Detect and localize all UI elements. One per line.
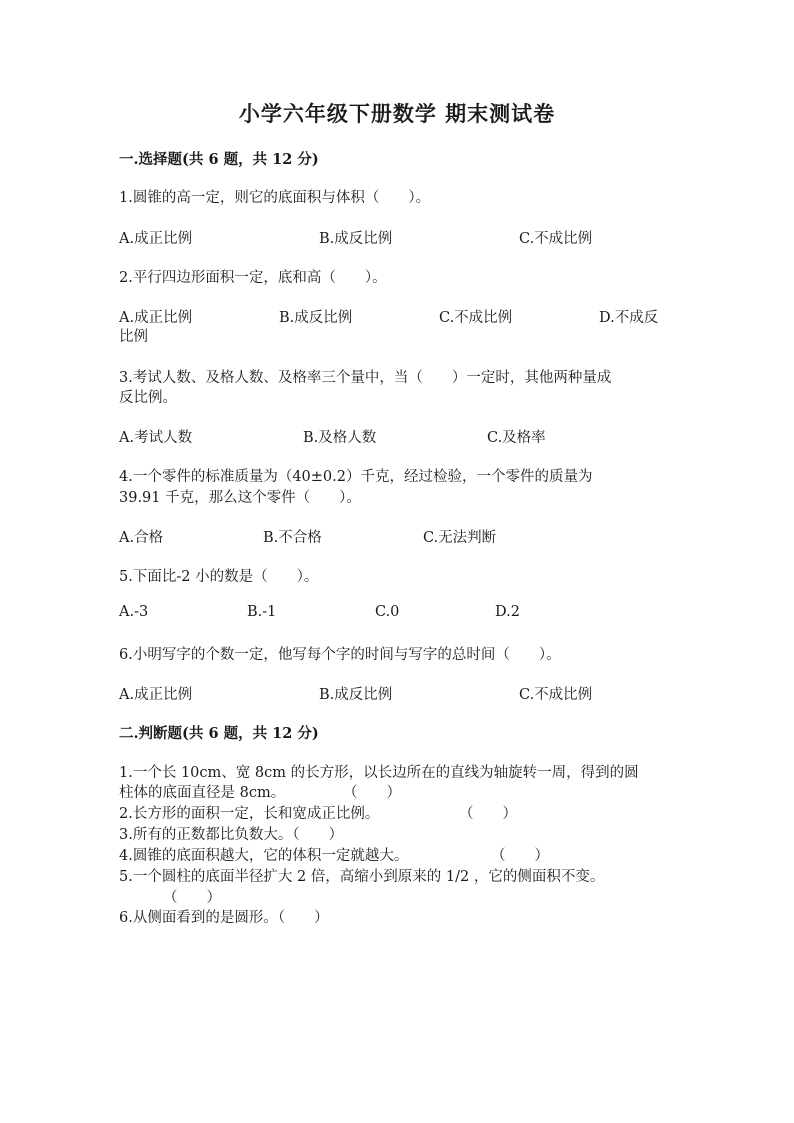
tf-item-2: 2.长方形的面积一定，长和宽成正比例。 <box>119 806 380 822</box>
q2-option-d-wrap: 比例 <box>119 329 148 345</box>
q5-option-b: B.-1 <box>247 604 277 620</box>
q6-option-b: B.成反比例 <box>319 687 393 703</box>
question-1: 1.圆锥的高一定，则它的底面积与体积（ ）。 <box>119 190 431 206</box>
question-5: 5.下面比-2 小的数是（ ）。 <box>119 569 319 585</box>
question-2: 2.平行四边形面积一定，底和高（ ）。 <box>119 270 387 286</box>
q2-option-d: D.不成反 <box>599 310 659 326</box>
q3-option-c: C.及格率 <box>487 430 546 446</box>
tf-item-1-line-2: 柱体的底面直径是 8cm。 <box>119 785 286 801</box>
question-3-line-1: 3.考试人数、及格人数、及格率三个量中，当（ ）一定时，其他两种量成 <box>119 370 612 386</box>
q2-option-b: B.成反比例 <box>279 310 353 326</box>
question-4-line-1: 4.一个零件的标准质量为（40±0.2）千克，经过检验，一个零件的质量为 <box>119 469 593 485</box>
question-6: 6.小明写字的个数一定，他写每个字的时间与写字的总时间（ ）。 <box>119 647 561 663</box>
tf-item-3: 3.所有的正数都比负数大。（ ） <box>119 827 344 843</box>
q4-option-b: B.不合格 <box>263 530 322 546</box>
tf-item-2-paren: （ ） <box>459 806 517 822</box>
tf-item-4: 4.圆锥的底面积越大，它的体积一定就越大。 <box>119 848 409 864</box>
q1-option-b: B.成反比例 <box>319 231 393 247</box>
question-4-line-2: 39.91 千克，那么这个零件（ ）。 <box>119 490 361 506</box>
question-3-line-2: 反比例。 <box>119 390 177 406</box>
section-heading-true-false: 二.判断题(共 6 题，共 12 分) <box>119 725 319 742</box>
tf-item-5-paren: （ ） <box>163 890 221 906</box>
q1-option-a: A.成正比例 <box>119 231 193 247</box>
q6-option-c: C.不成比例 <box>519 687 593 703</box>
q1-option-c: C.不成比例 <box>519 231 593 247</box>
q5-option-a: A.-3 <box>119 604 149 620</box>
tf-item-1-paren: （ ） <box>343 785 401 801</box>
tf-item-5: 5.一个圆柱的底面半径扩大 2 倍，高缩小到原来的 1/2 ，它的侧面积不变。 <box>119 869 605 885</box>
q5-option-c: C.0 <box>375 604 400 620</box>
section-heading-choice: 一.选择题(共 6 题，共 12 分) <box>119 151 319 168</box>
q3-option-a: A.考试人数 <box>119 430 193 446</box>
q3-option-b: B.及格人数 <box>303 430 377 446</box>
q2-option-c: C.不成比例 <box>439 310 513 326</box>
q6-option-a: A.成正比例 <box>119 687 193 703</box>
tf-item-6: 6.从侧面看到的是圆形。（ ） <box>119 910 329 926</box>
q2-option-a: A.成正比例 <box>119 310 193 326</box>
page-title: 小学六年级下册数学 期末测试卷 <box>238 101 556 126</box>
q4-option-c: C.无法判断 <box>423 530 497 546</box>
tf-item-1-line-1: 1.一个长 10cm、宽 8cm 的长方形，以长边所在的直线为轴旋转一周，得到的圆 <box>119 765 639 781</box>
q5-option-d: D.2 <box>495 604 520 620</box>
q4-option-a: A.合格 <box>119 530 164 546</box>
tf-item-4-paren: （ ） <box>491 848 549 864</box>
